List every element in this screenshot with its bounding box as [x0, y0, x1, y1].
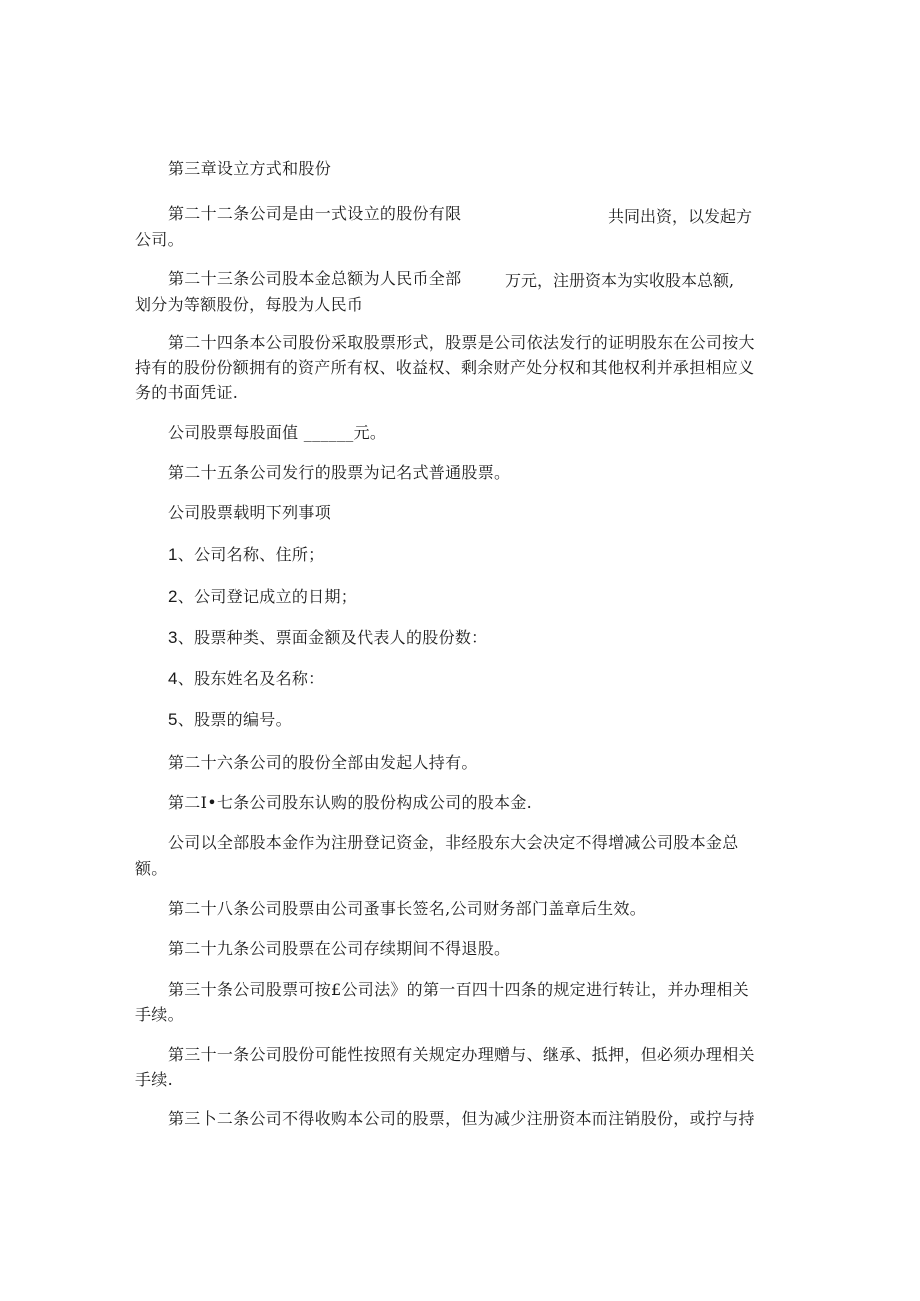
article-29: 第二十九条公司股票在公司存续期间不得退股。: [168, 939, 511, 958]
article-32-line-1: 第三卜二条公司不得收购本公司的股票，但为减少注册资本而注销股份，或拧与持: [168, 1109, 755, 1128]
list-item-number: 4: [168, 669, 178, 688]
list-item-text: 、股票的编号。: [177, 710, 292, 729]
article-31-line-1: 第三十一条公司股份可能性按照有关规定办理赠与、继承、抵押，但必须办理相关: [168, 1045, 755, 1064]
items-intro: 公司股票载明下列事项: [168, 503, 332, 522]
list-item-number: 5: [168, 710, 178, 729]
list-item-number: 1: [168, 545, 178, 564]
article-24-line-2: 持有的股份份额拥有的资产所有权、收益权、剩余财产处分权和其他权利并承担相应义: [135, 358, 755, 377]
article-28: 第二十八条公司股票由公司蚤事长签名,公司财务部门盖章后生效。: [168, 899, 647, 918]
article-27: 第二I•七条公司股东认购的股份构成公司的股本金.: [168, 793, 533, 812]
list-item: [168, 586, 357, 608]
article-24-line-1: 第二十四条本公司股份采取股票形式，股票是公司依法发行的证明股东在公司按大: [168, 333, 755, 352]
article-30-line-1: 第三十条公司股票可按£公司法》的第一百四十四条的规定进行转让，并办理相关: [168, 980, 749, 999]
capital-line-2: 额。: [135, 859, 168, 878]
list-item-text: 、股票种类、票面金额及代表人的股份数：: [177, 628, 488, 647]
par-value-line: 公司股票每股面值 ______元。: [168, 423, 387, 442]
chapter-title: 第三章设立方式和股份: [168, 159, 332, 178]
capital-line-1: 公司以全部股本金作为注册登记资金，非经股东大会决定不得增减公司股本金总: [168, 833, 739, 852]
article-30-line-2: 手续。: [135, 1005, 184, 1024]
article-23-line-1-tail: 万元，注册资本为实收股本总额,: [505, 271, 735, 290]
article-23-line-1: 第二十三条公司股本金总额为人民币全部: [168, 269, 462, 288]
article-25: 第二十五条公司发行的股票为记名式普通股票。: [168, 463, 511, 482]
list-item-text: 、股东姓名及名称：: [177, 669, 325, 688]
article-22-line-1-tail: 共同出资，以发起方: [608, 207, 753, 226]
list-item: [168, 627, 487, 649]
article-23-line-2: 划分为等额股份，每股为人民币: [135, 295, 364, 314]
list-item: [168, 668, 324, 690]
article-22-line-2: 公司。: [135, 230, 184, 249]
list-item-number: 3: [168, 628, 178, 647]
article-22-line-1: 第二十二条公司是由一式设立的股份有限: [168, 204, 462, 223]
article-26: 第二十六条公司的股份全部由发起人持有。: [168, 753, 478, 772]
list-item-text: 、公司名称、住所；: [177, 545, 325, 564]
list-item-text: 、公司登记成立的日期；: [177, 587, 358, 606]
article-24-line-3: 务的书面凭证.: [135, 383, 239, 402]
list-item: [168, 544, 324, 566]
list-item-number: 2: [168, 587, 178, 606]
list-item: [168, 709, 292, 731]
article-31-line-2: 手续.: [135, 1070, 173, 1089]
